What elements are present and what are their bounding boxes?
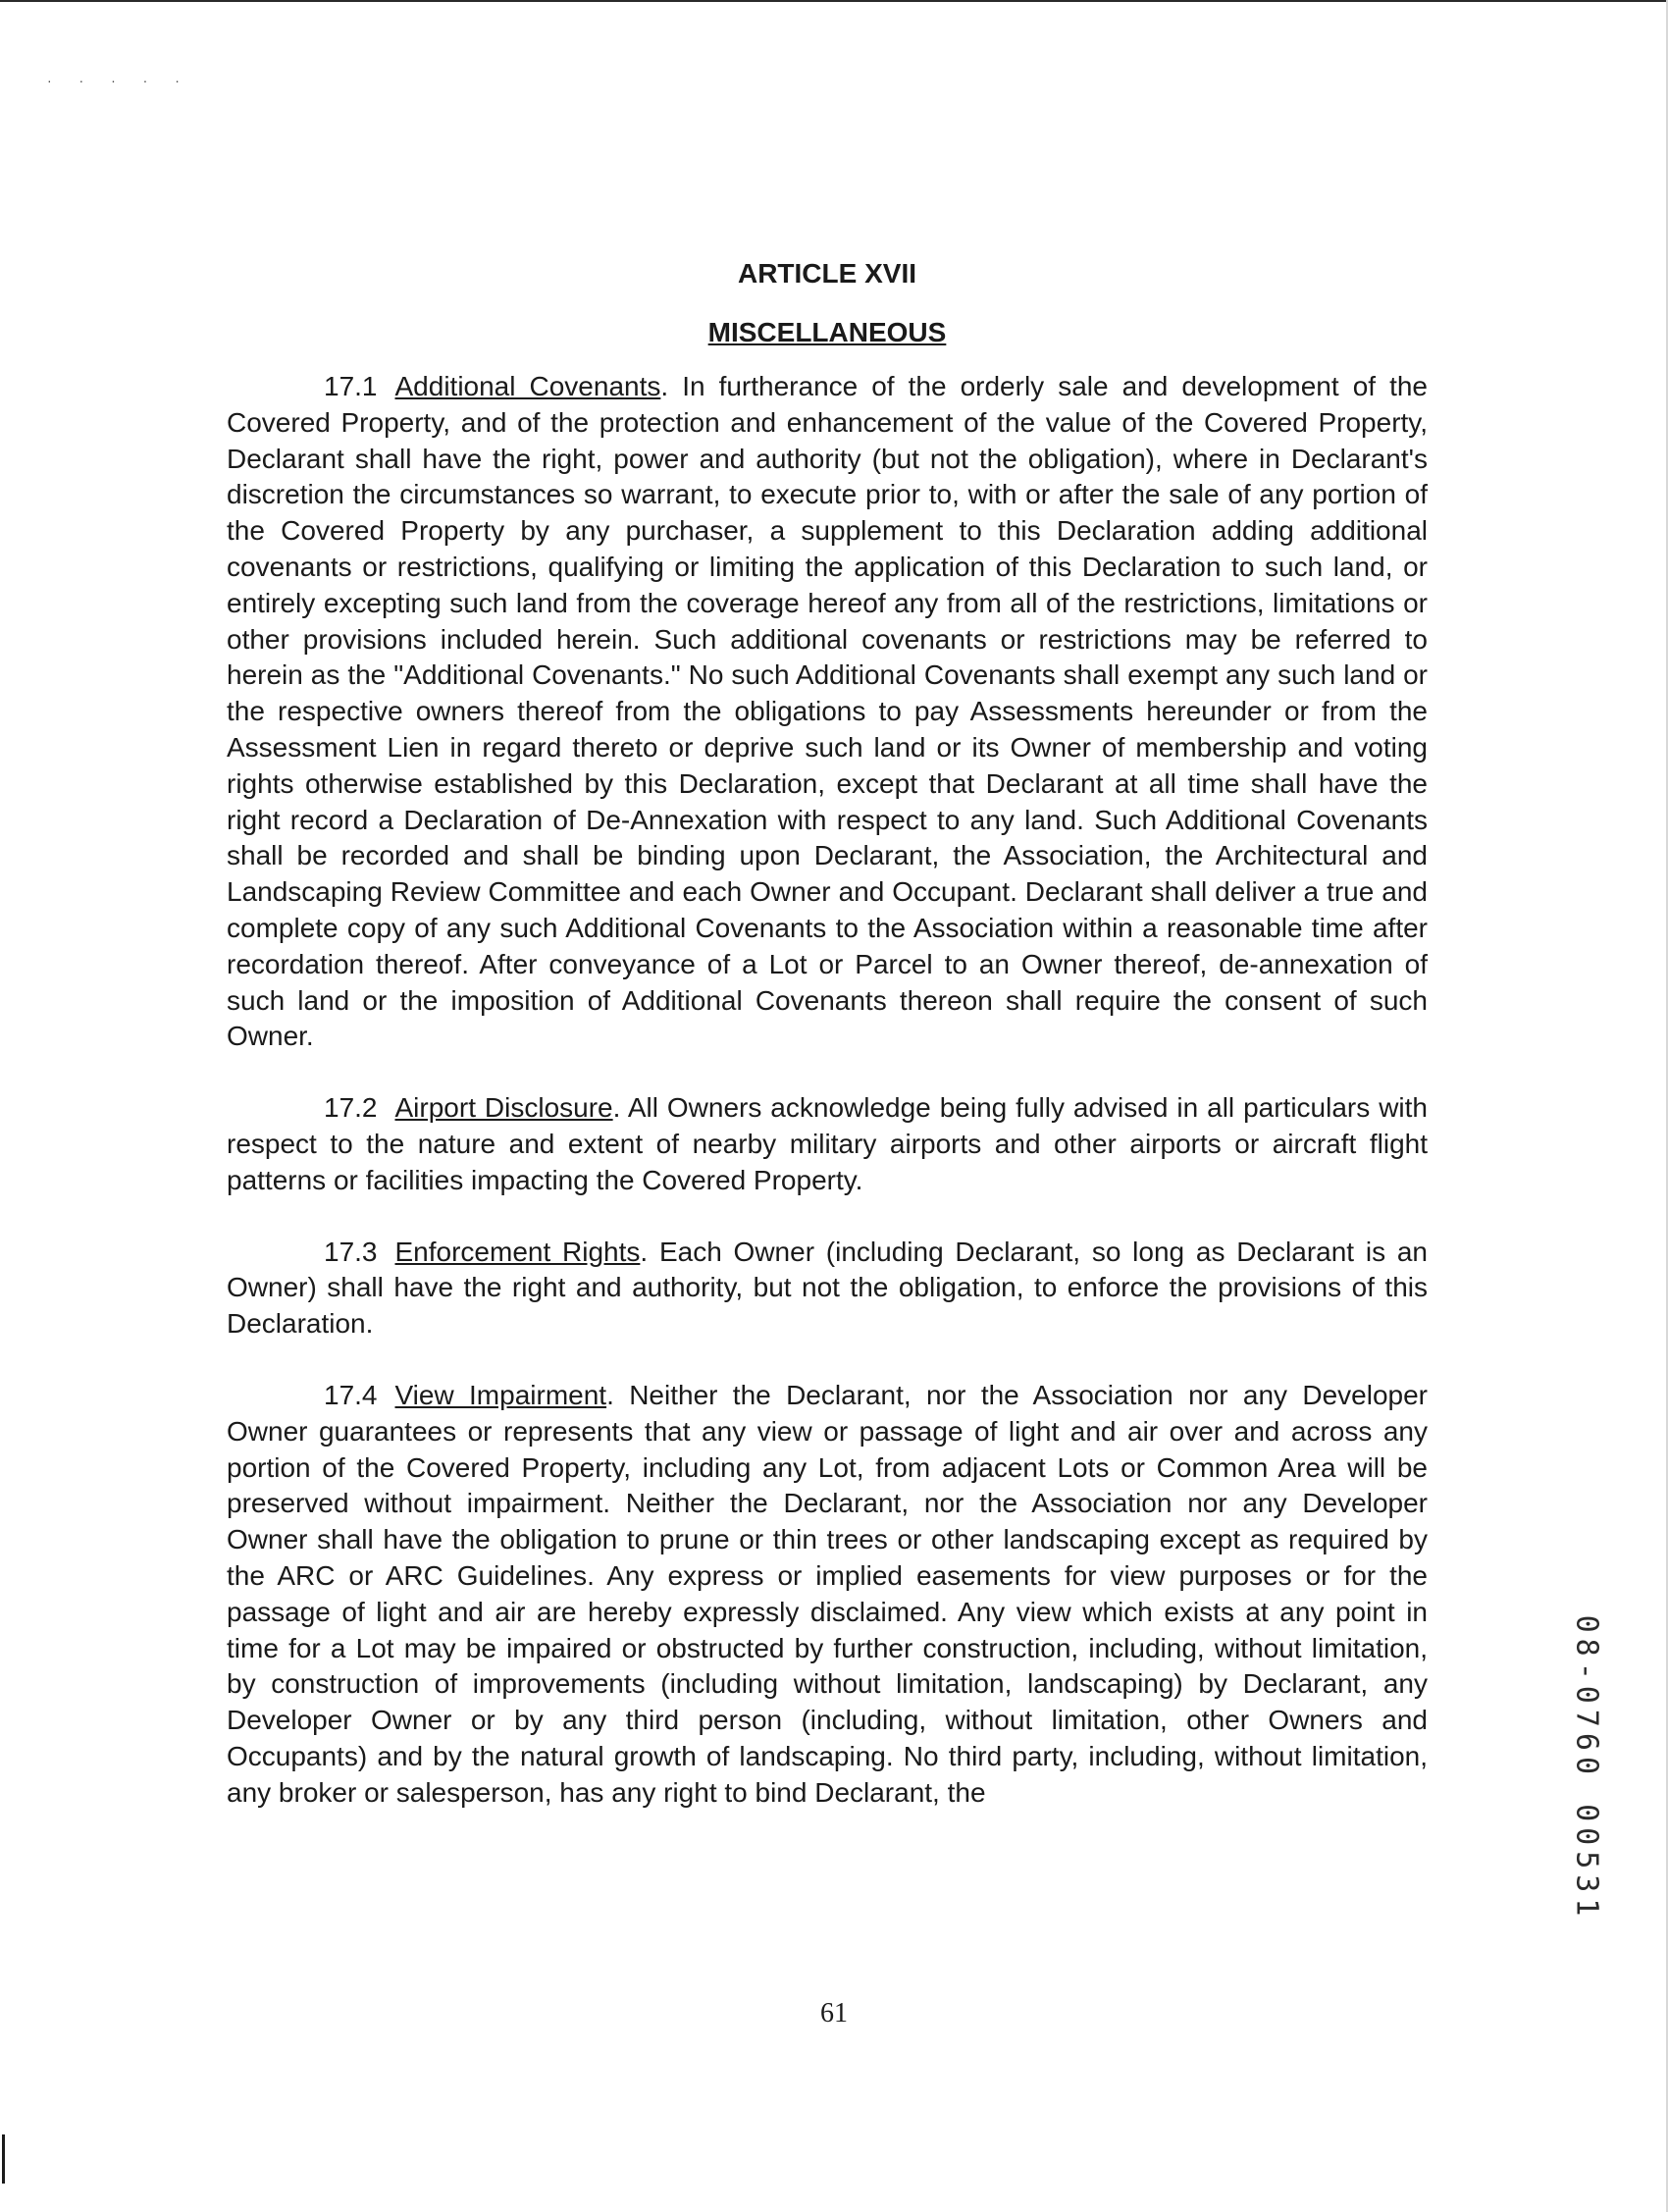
section-title: Additional Covenants	[394, 371, 661, 401]
section-text: Neither the Declarant, nor the Association nor any Developer Owner guarantees or represents that any view or passage of light and air over and across any portion of the Covered Property, including any Lot, from adjacent Lots or Common Area will be preserved without impairment. Neither the Declarant, nor the Association nor any Developer Owner shall have the obligation to prune or thin trees or other landscaping except as required by the ARC or ARC Guidelines. Any express or implied easements for view purposes or for the passage of light and air are hereby expressly disclaimed. Any view which exists at any point in time for a Lot may be impaired or obstructed by further construction, including, without limitation, by construction of improvements (including without limitation, landscaping) by Declarant, any Developer Owner or by any third person (including, without limitation, other Owners and Occupants) and by the natural growth of landscaping. No third party, including, without limitation, any broker or salesperson, has any right to bind Declarant, the	[227, 1379, 1428, 1808]
section-title: View Impairment	[394, 1379, 607, 1410]
section-number: 17.2	[324, 1092, 378, 1124]
recording-stamp	[1562, 1553, 1611, 1984]
section-text: Each Owner (including Declarant, so long as Declarant is an Owner) shall have the right and authority, but not the obligation, to enforce the provisions of this Declaration.	[227, 1236, 1428, 1340]
document-body	[227, 257, 1428, 1846]
scan-top-edge	[0, 0, 1668, 2]
section-text: All Owners acknowledge being fully advised in all particulars with respect to the nature and extent of nearby military airports and other airports or aircraft flight patterns or facilities impacting the Covered Property.	[227, 1092, 1428, 1195]
scan-left-mark	[2, 2134, 5, 2184]
section-title: Enforcement Rights	[394, 1236, 641, 1267]
section-17-2: 17.2 Airport Disclosure. All Owners acknowledge being fully advised in all particulars with respect to the nature and extent of nearby military airports and other airports or aircraft flight patterns or facilities impacting the Covered Property.	[227, 1092, 1428, 1195]
section-title: Airport Disclosure	[394, 1092, 613, 1124]
section-heading	[227, 316, 1428, 349]
recording-stamp-text: 08-0760 00531	[1569, 1614, 1604, 1922]
section-number: 17.3	[324, 1236, 378, 1267]
section-number: 17.4	[324, 1379, 378, 1410]
section-17-4: 17.4 View Impairment. Neither the Declarant, nor the Association nor any Developer Owner guarantees or represents that any view or passage of light and air over and across any portion of the Covered Property, including any Lot, from adjacent Lots or Common Area will be preserved without impairment. Neither the Declarant, nor the Association nor any Developer Owner shall have the obligation to prune or thin trees or other landscaping except as required by the ARC or ARC Guidelines. Any express or implied easements for view purposes or for the passage of light and air are hereby expressly disclaimed. Any view which exists at any point in time for a Lot may be impaired or obstructed by further construction, including, without limitation, by construction of improvements (including without limitation, landscaping) by Declarant, any Developer Owner or by any third person (including, without limitation, other Owners and Occupants) and by the natural growth of landscaping. No third party, including, without limitation, any broker or salesperson, has any right to bind Declarant, the	[227, 1379, 1428, 1808]
section-number: 17.1	[324, 371, 378, 401]
page-number: 61	[820, 1998, 848, 2028]
section-17-3: 17.3 Enforcement Rights. Each Owner (including Declarant, so long as Declarant is an Owner) shall have the right and authority, but not the obligation, to enforce the provisions of this Declaration.	[227, 1236, 1428, 1340]
article-heading: ARTICLE XVII	[737, 258, 916, 289]
section-heading-text: MISCELLANEOUS	[707, 317, 947, 347]
section-17-1: 17.1 Additional Covenants. In furtherance of the orderly sale and development of the Covered Property, and of the protection and enhancement of the value of the Covered Property, Declarant shall have the right, power and authority (but not the obligation), where in Declarant's discretion the circumstances so warrant, to execute prior to, with or after the sale of any portion of the Covered Property by any purchaser, a supplement to this Declaration adding additional covenants or restrictions, qualifying or limiting the application of this Declaration to such land, or entirely excepting such land from the coverage hereof any from all of the restrictions, limitations or other provisions included herein. Such additional covenants or restrictions may be referred to herein as the "Additional Covenants." No such Additional Covenants shall exempt any such land or the respective owners thereof from the obligations to pay Assessments hereunder or from the Assessment Lien in regard thereto or deprive such land or its Owner of membership and voting rights otherwise established by this Declaration, except that Declarant at all time shall have the right record a Declaration of De-Annexation with respect to any land. Such Additional Covenants shall be recorded and shall be binding upon Declarant, the Association, the Architectural and Landscaping Review Committee and each Owner and Occupant. Declarant shall deliver a true and complete copy of any such Additional Covenants to the Association within a reasonable time after recordation thereof. After conveyance of a Lot or Parcel to an Owner thereof, de-annexation of such land or the imposition of Additional Covenants thereon shall require the consent of such Owner.	[227, 371, 1428, 1052]
section-text: In furtherance of the orderly sale and development of the Covered Property, and of the protection and enhancement of the value of the Covered Property, Declarant shall have the right, power and authority (but not the obligation), where in Declarant's discretion the circumstances so warrant, to execute prior to, with or after the sale of any portion of the Covered Property by any purchaser, a supplement to this Declaration adding additional covenants or restrictions, qualifying or limiting the application of this Declaration to such land, or entirely excepting such land from the coverage hereof any from all of the restrictions, limitations or other provisions included herein. Such additional covenants or restrictions may be referred to herein as the "Additional Covenants." No such Additional Covenants shall exempt any such land or the respective owners thereof from the obligations to pay Assessments hereunder or from the Assessment Lien in regard thereto or deprive such land or its Owner of membership and voting rights otherwise established by this Declaration, except that Declarant at all time shall have the right record a Declaration of De-Annexation with respect to any land. Such Additional Covenants shall be recorded and shall be binding upon Declarant, the Association, the Architectural and Landscaping Review Committee and each Owner and Occupant. Declarant shall deliver a true and complete copy of any such Additional Covenants to the Association within a reasonable time after recordation thereof. After conveyance of a Lot or Parcel to an Owner thereof, de-annexation of such land or the imposition of Additional Covenants thereon shall require the consent of such Owner.	[227, 371, 1428, 1052]
scan-specks: · · · · ·	[47, 73, 191, 88]
